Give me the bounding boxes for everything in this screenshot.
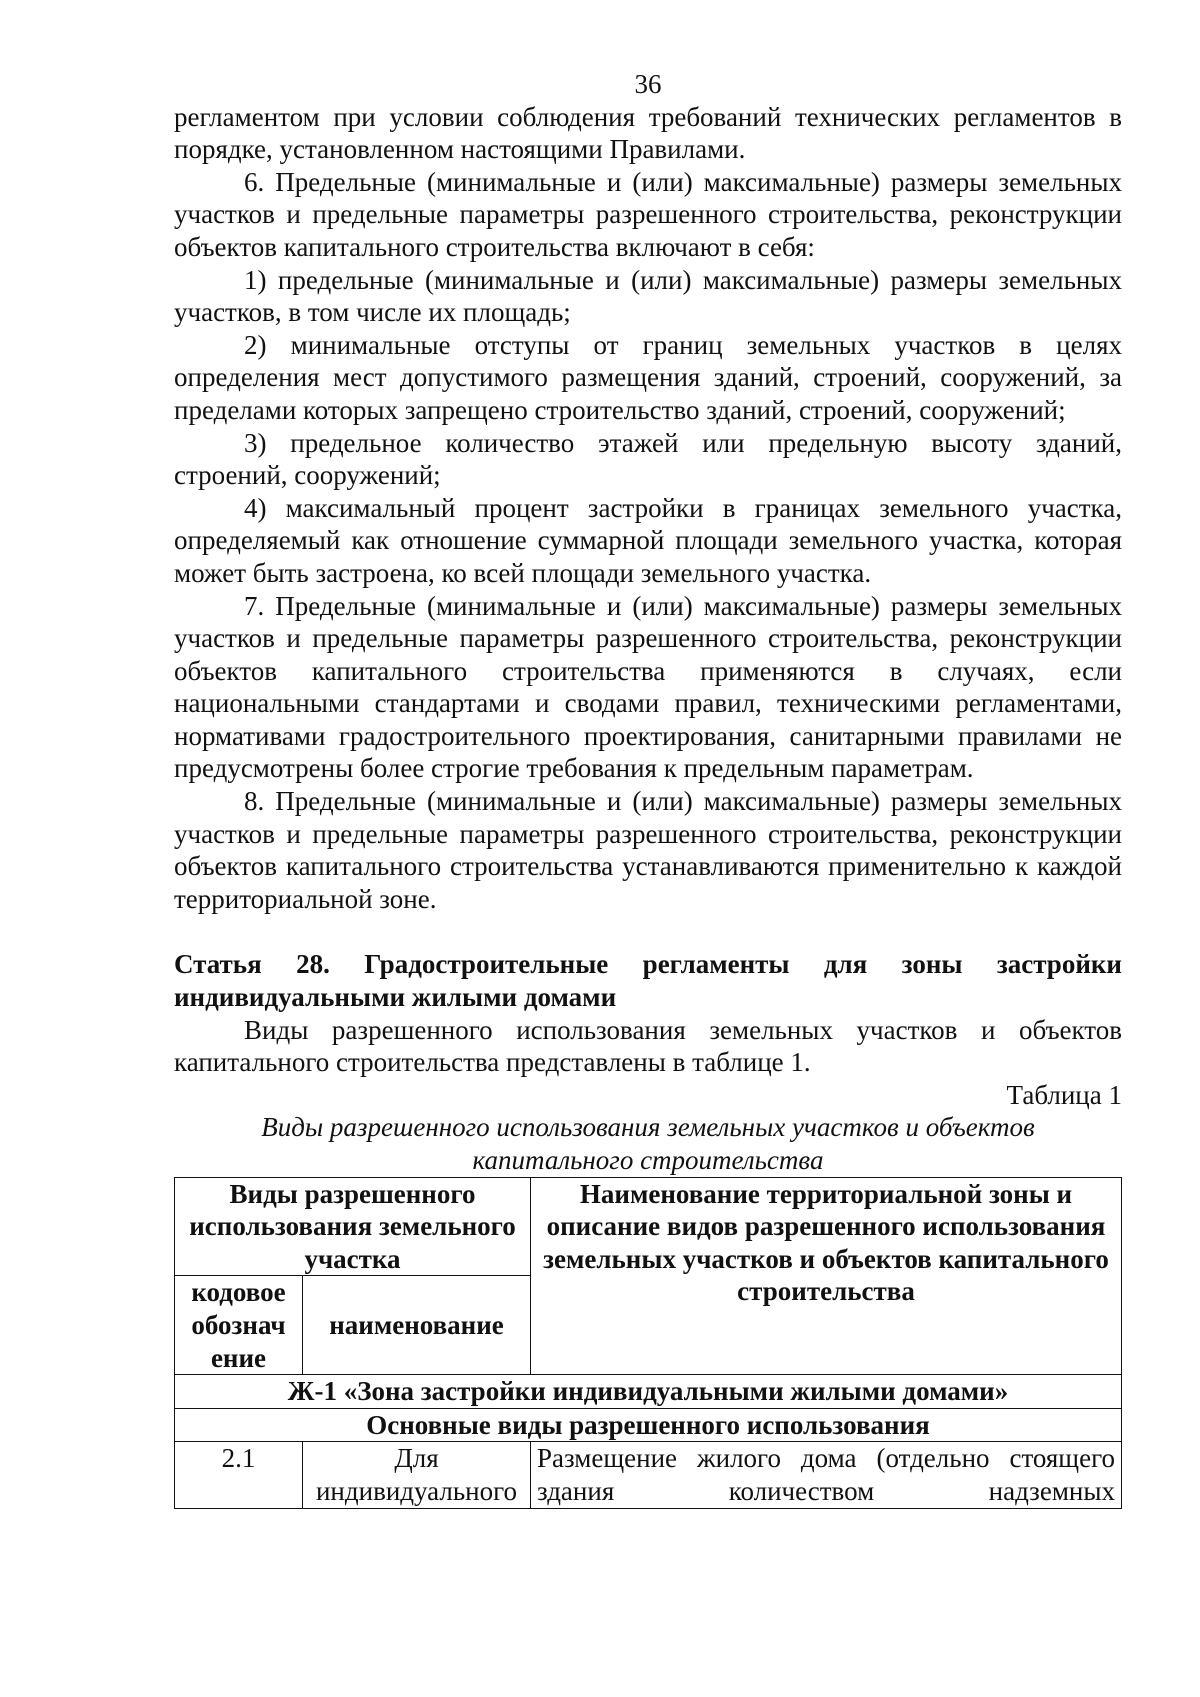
permitted-use-table — [174, 1177, 1122, 1509]
paragraph: 8. Предельные (минимальные и (или) максимальные) размеры земельных участков и предельные параметры разрешенного строительства, реконструкции объектов капитального строительства устанавливаются применительно к каждой территориальной зоне. — [174, 786, 1122, 914]
cell-description: Размещение жилого дома (отдельно стоящего здания количеством надземных — [531, 1442, 1122, 1508]
header-code: кодовое обознач ение — [175, 1276, 303, 1375]
zone-title-row — [175, 1375, 1122, 1409]
article-heading: Статья 28. Градостроительные регламенты для зоны застройки индивидуальными жилыми домами — [174, 949, 1122, 1013]
table-header-row — [175, 1177, 1122, 1276]
table-caption: Виды разрешенного использования земельных участков и объектов капитального строительства — [261, 1112, 1035, 1175]
header-name: наименование — [303, 1276, 531, 1375]
section-title-row — [175, 1408, 1122, 1442]
paragraph: регламентом при условии соблюдения требований технических регламентов в порядке, установленном настоящими Правилами. — [174, 101, 1122, 165]
page-number: 36 — [634, 69, 662, 99]
section-title: Основные виды разрешенного использования — [175, 1408, 1122, 1442]
header-use-types: Виды разрешенного использования земельного участка — [175, 1177, 531, 1276]
paragraph: 6. Предельные (минимальные и (или) максимальные) размеры земельных участков и предельные параметры разрешенного строительства, реконструкции объектов капитального строительства включают в себя: — [174, 166, 1122, 262]
article-intro: Виды разрешенного использования земельных участков и объектов капитального строительства представлены в таблице 1. — [174, 1014, 1122, 1078]
cell-name: Для индивидуального — [303, 1442, 531, 1508]
paragraph: 4) максимальный процент застройки в границах земельного участка, определяемый как отношение суммарной площади земельного участка, которая может быть застроена, ко всей площади земельного участка. — [174, 492, 1122, 588]
paragraph: 1) предельные (минимальные и (или) максимальные) размеры земельных участков, в том числе их площадь; — [174, 264, 1122, 328]
paragraph: 7. Предельные (минимальные и (или) максимальные) размеры земельных участков и предельные параметры разрешенного строительства, реконструкции объектов капитального строительства применяются в случаях, если национальными стандартами и сводами правил, техническими регламентами, нормативами градостроительного проектирования, санитарными правилами не предусмотрены более строгие требования к предельным параметрам. — [174, 590, 1122, 784]
paragraph: 2) минимальные отступы от границ земельных участков в целях определения мест допустимого размещения зданий, строений, сооружений, за пределами которых запрещено строительство зданий, строений, сооружений; — [174, 329, 1122, 425]
cell-code: 2.1 — [175, 1442, 303, 1508]
table-label: Таблица 1 — [1006, 1079, 1122, 1110]
paragraph: 3) предельное количество этажей или предельную высоту зданий, строений, сооружений; — [174, 427, 1122, 491]
header-zone-description: Наименование территориальной зоны и описание видов разрешенного использования земельных участков и объектов капитального строительства — [531, 1177, 1122, 1375]
table-row — [175, 1442, 1122, 1508]
zone-title: Ж-1 «Зона застройки индивидуальными жилыми домами» — [175, 1375, 1122, 1409]
